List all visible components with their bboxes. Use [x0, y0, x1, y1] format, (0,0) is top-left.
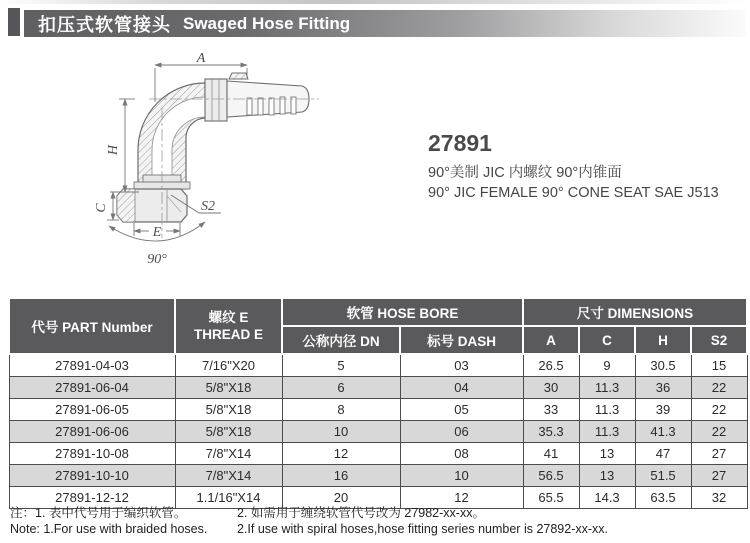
cell-dash: 06: [400, 421, 523, 443]
tail-tab: [229, 73, 248, 79]
cell-dim-h: 41.3: [635, 421, 691, 443]
cell-part-number: 27891-04-03: [9, 354, 175, 377]
cell-dash: 12: [400, 487, 523, 509]
cell-dim-h: 47: [635, 443, 691, 465]
cell-dim-s2: 32: [691, 487, 747, 509]
top-divider: [0, 0, 750, 4]
cell-dim-s2: 22: [691, 399, 747, 421]
cell-dim-c: 11.3: [579, 399, 635, 421]
cell-dim-a: 41: [523, 443, 579, 465]
cell-dim-c: 11.3: [579, 377, 635, 399]
footnote-2-zh: 2. 如需用于缠绕软管代号改为 27982-xx-xx。: [237, 506, 485, 520]
col-header-dim-a: A: [523, 326, 579, 354]
cell-dash: 05: [400, 399, 523, 421]
col-header-dash: 标号 DASH: [400, 326, 523, 354]
cell-dn: 10: [282, 421, 400, 443]
cell-part-number: 27891-06-06: [9, 421, 175, 443]
footnote-1: [10, 506, 234, 537]
col-header-dn: 公称内径 DN: [282, 326, 400, 354]
cell-dn: 16: [282, 465, 400, 487]
cell-dn: 8: [282, 399, 400, 421]
table-row: [9, 443, 747, 465]
page-header-bar: [24, 10, 746, 37]
cell-dim-h: 30.5: [635, 354, 691, 377]
cell-thread: 5/8"X18: [175, 399, 282, 421]
fitting-diagram-svg: [55, 52, 395, 284]
col-header-thread-zh: 螺纹 E: [208, 310, 249, 325]
cell-dim-a: 26.5: [523, 354, 579, 377]
product-code: 27891: [428, 130, 492, 156]
table-row: [9, 354, 747, 377]
product-block: [428, 130, 743, 203]
hex-nut-section: [117, 189, 135, 222]
cell-dim-h: 39: [635, 399, 691, 421]
spec-table-header: [9, 298, 747, 354]
cell-dim-c: 11.3: [579, 421, 635, 443]
cell-dim-c: 9: [579, 354, 635, 377]
cell-dim-h: 63.5: [635, 487, 691, 509]
dim-label-A: A: [196, 52, 206, 66]
col-header-thread: [175, 298, 282, 354]
dim-label-angle: 90°: [147, 252, 167, 267]
cell-dim-a: 35.3: [523, 421, 579, 443]
cell-dash: 03: [400, 354, 523, 377]
cell-thread: 7/8"X14: [175, 465, 282, 487]
col-header-dim-h: H: [635, 326, 691, 354]
col-header-thread-en: THREAD E: [193, 327, 263, 342]
table-row: [9, 399, 747, 421]
cell-thread: 5/8"X18: [175, 421, 282, 443]
cell-dim-s2: 22: [691, 377, 747, 399]
page-title-en: Swaged Hose Fitting: [183, 13, 351, 33]
cell-dim-s2: 15: [691, 354, 747, 377]
cell-dim-c: 14.3: [579, 487, 635, 509]
cell-dim-s2: 27: [691, 465, 747, 487]
table-row: [9, 377, 747, 399]
cell-thread: 1.1/16"X14: [175, 487, 282, 509]
footnote-2-en: 2.If use with spiral hoses,hose fitting series number is 27892-xx-xx.: [237, 521, 609, 536]
cell-part-number: 27891-06-05: [9, 399, 175, 421]
col-header-dim-s2: S2: [691, 326, 747, 354]
dim-label-C: C: [94, 203, 109, 213]
page-title-zh: 扣压式软管接头: [38, 14, 171, 35]
cell-thread: 7/8"X14: [175, 443, 282, 465]
cell-dim-a: 33: [523, 399, 579, 421]
col-header-part-number: 代号 PART Number: [9, 298, 175, 354]
dim-label-S2: S2: [201, 199, 215, 214]
product-desc-zh: 90°美制 JIC 内螺纹 90°内锥面: [428, 165, 622, 181]
col-group-hose-bore: 软管 HOSE BORE: [282, 298, 523, 326]
table-row: [9, 465, 747, 487]
cell-part-number: 27891-06-04: [9, 377, 175, 399]
cell-dim-s2: 22: [691, 421, 747, 443]
cell-dim-a: 65.5: [523, 487, 579, 509]
cell-dim-s2: 27: [691, 443, 747, 465]
cell-part-number: 27891-10-08: [9, 443, 175, 465]
cell-thread: 7/16"X20: [175, 354, 282, 377]
cell-thread: 5/8"X18: [175, 377, 282, 399]
product-desc-en: 90° JIC FEMALE 90° CONE SEAT SAE J513: [428, 185, 719, 201]
cell-dim-c: 13: [579, 465, 635, 487]
cell-part-number: 27891-10-10: [9, 465, 175, 487]
footnote-2: [237, 506, 742, 537]
dim-label-E: E: [152, 225, 162, 240]
cell-dim-h: 51.5: [635, 465, 691, 487]
table-row: [9, 421, 747, 443]
footnote-1-en: Note: 1.For use with braided hoses.: [10, 521, 208, 536]
cell-dn: 20: [282, 487, 400, 509]
dim-label-H: H: [106, 144, 121, 156]
cell-dash: 10: [400, 465, 523, 487]
footnote-1-zh: 注：1. 表中代号用于编织软管。: [10, 506, 187, 520]
cell-part-number: 27891-12-12: [9, 487, 175, 509]
cell-dn: 6: [282, 377, 400, 399]
col-group-dimensions: 尺寸 DIMENSIONS: [523, 298, 747, 326]
cell-dim-a: 56.5: [523, 465, 579, 487]
header-accent-block: [8, 8, 20, 36]
spec-table: [8, 297, 748, 509]
cell-dim-c: 13: [579, 443, 635, 465]
collar: [205, 79, 227, 121]
cell-dim-h: 36: [635, 377, 691, 399]
cell-dim-a: 30: [523, 377, 579, 399]
cell-dash: 08: [400, 443, 523, 465]
cell-dn: 5: [282, 354, 400, 377]
col-header-dim-c: C: [579, 326, 635, 354]
technical-drawing: [55, 52, 395, 284]
cell-dn: 12: [282, 443, 400, 465]
cell-dash: 04: [400, 377, 523, 399]
